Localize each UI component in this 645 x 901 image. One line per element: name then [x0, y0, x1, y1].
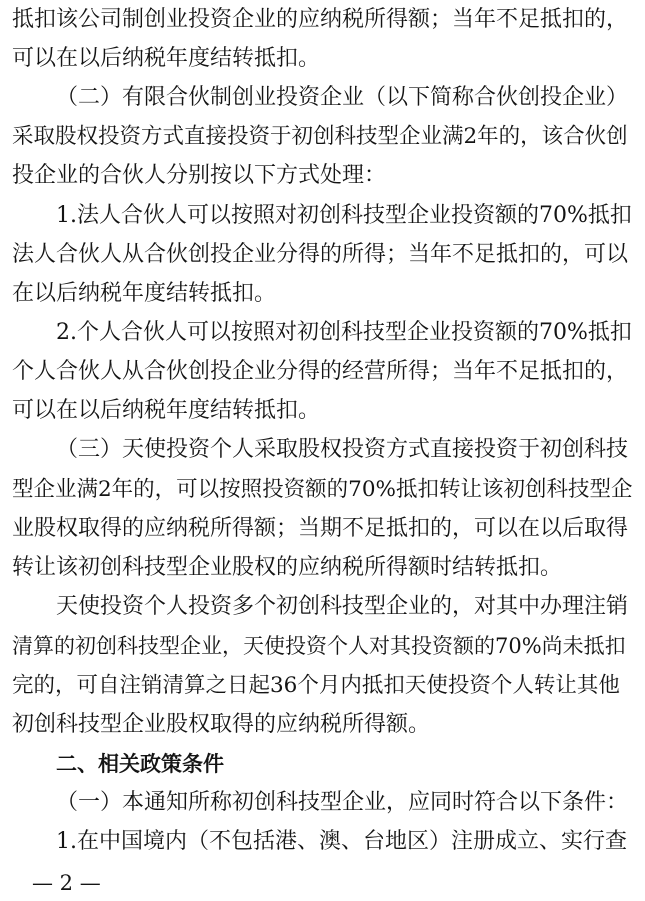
text-line: 1.在中国境内（不包括港、澳、台地区）注册成立、实行查 [56, 829, 627, 854]
text-line: 个人合伙人从合伙创投企业分得的经营所得；当年不足抵扣的， [12, 359, 629, 384]
text-line: 可以在以后纳税年度结转抵扣。 [12, 46, 321, 71]
text-line: 型企业满2年的，可以按照投资额的70%抵扣转让该初创科技型企 [12, 477, 633, 502]
text-line: 采取股权投资方式直接投资于初创科技型企业满2年的，该合伙创 [12, 124, 628, 149]
text-line: （二）有限合伙制创业投资企业（以下简称合伙创投企业） [56, 85, 629, 110]
text-line: 清算的初创科技型企业，天使投资个人对其投资额的70%尚未抵扣 [12, 634, 626, 658]
text-line: 投企业的合伙人分别按以下方式处理： [12, 163, 387, 188]
text-line: （三）天使投资个人采取股权投资方式直接投资于初创科技 [56, 437, 629, 462]
text-line: 1.法人合伙人可以按照对初创科技型企业投资额的70%抵扣 [56, 203, 632, 228]
text-line: 可以在以后纳税年度结转抵扣。 [12, 398, 321, 423]
text-line: 2.个人合伙人可以按照对初创科技型企业投资额的70%抵扣 [56, 320, 632, 345]
text-line: 抵扣该公司制创业投资企业的应纳税所得额；当年不足抵扣的， [12, 7, 629, 32]
section-heading: 二、相关政策条件 [56, 752, 224, 776]
text-line: 法人合伙人从合伙创投企业分得的所得；当年不足抵扣的，可以 [12, 242, 629, 267]
text-line: 完的，可自注销清算之日起36个月内抵扣天使投资个人转让其他 [12, 673, 620, 698]
text-line: 初创科技型企业股权取得的应纳税所得额。 [12, 712, 431, 737]
text-line: 转让该初创科技型企业股权的应纳税所得额时结转抵扣。 [12, 555, 563, 580]
text-line: 业股权取得的应纳税所得额；当期不足抵扣的，可以在以后取得 [12, 516, 629, 541]
text-line: 在以后纳税年度结转抵扣。 [12, 281, 277, 306]
page-number: — 2 — [32, 871, 101, 895]
text-line: 天使投资个人投资多个初创科技型企业的，对其中办理注销 [56, 594, 629, 619]
text-line: （一）本通知所称初创科技型企业，应同时符合以下条件： [56, 790, 629, 815]
